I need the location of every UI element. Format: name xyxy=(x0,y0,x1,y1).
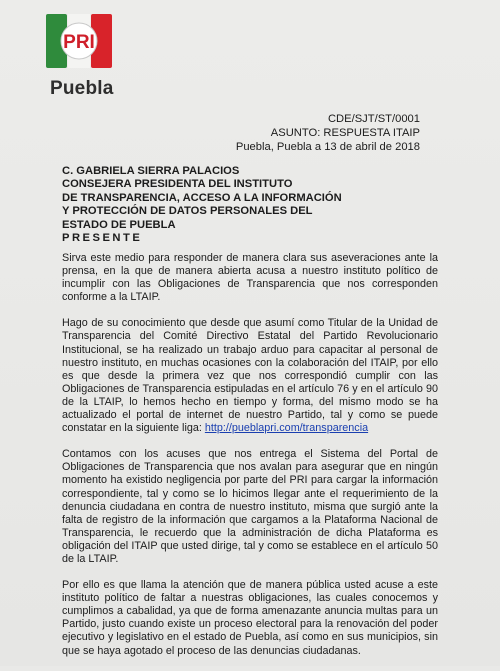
place-date: Puebla, Puebla a 13 de abril de 2018 xyxy=(235,141,420,153)
subject-line: ASUNTO: RESPUESTA ITAIP xyxy=(270,127,420,139)
logo-subtitle: Puebla xyxy=(50,78,114,99)
addressee-line: C. GABRIELA SIERRA PALACIOS xyxy=(62,165,240,177)
salutation-presente: PRESENTE xyxy=(62,232,143,245)
addressee-line: Y PROTECCIÓN DE DATOS PERSONALES DEL xyxy=(62,205,313,218)
paragraph-3: Contamos con los acuses que nos entrega el Sistema del Portal de Obligaciones de Transparencia que nos avalan para asegurar que en ningún momento ha existido negligencia por parte del PRI para cargar la información correspondiente, tal y como se lo hicimos llegar ante el requerimiento de la denuncia ciudadana en contra de nuestro instituto, misma que surgió ante la falta de registro de la información que cargamos a la Plataforma Nacional de Transparencia, le recuerdo que la administración de dicha Plataforma es obligación del ITAIP que usted dirige, tal y como se establece en el artículo 50 de la LTAIP. xyxy=(62,448,438,565)
paragraph-1: Sirva este medio para responder de manera clara sus aseveraciones ante la prensa, en la que de manera abierta acusa a nuestro instituto político de incumplir con las Obligaciones de Transparencia que nos corresponden conforme a la LTAIP. xyxy=(62,252,438,304)
paragraph-4: Por ello es que llama la atención que de manera pública usted acuse a este instituto político de faltar a nuestras obligaciones, las cuales conocemos y cumplimos a cabalidad, ya que de forma amenazante anuncia multas para un Partido, justo cuando existe un proceso electoral para la renovación del poder ejecutivo y legislativo en el estado de Puebla, así como en sus municipios, sin que se haya agotado el proceso de las denuncias ciudadanas. xyxy=(62,579,438,657)
letter-body xyxy=(62,252,438,671)
addressee-block xyxy=(62,165,432,245)
addressee-line: ESTADO DE PUEBLA xyxy=(62,218,176,231)
svg-text:PRI: PRI xyxy=(63,32,95,53)
paragraph-2 xyxy=(62,317,438,435)
letter-header xyxy=(236,112,420,154)
paragraph-2-text: Hago de su conocimiento que desde que asumí como Titular de la Unidad de Transparencia del Comité Directivo Estatal del Partido Revolucionario Institucional, se ha realizado un trabajo arduo para capacitar al personal de nuestro instituto, en muchas ocasiones con la colaboración del ITAIP, por ello es que desde la primera vez que nos correspondió cumplir con las Obligaciones de Transparencia estipuladas en el artículo 76 y en el artículo 90 de la LTAIP, lo hemos hecho en tiempo y forma, del mismo modo se ha actualizado el portal de internet de nuestro Partido, tal y como se puede constatar en la siguiente liga: xyxy=(62,317,438,435)
addressee-line: DE TRANSPARENCIA, ACCESO A LA INFORMACIÓN xyxy=(62,191,342,204)
reference-number: CDE/SJT/ST/0001 xyxy=(327,113,420,125)
transparency-link[interactable]: http://pueblapri.com/transparencia xyxy=(204,422,369,435)
pri-emblem-icon xyxy=(44,12,114,70)
addressee-line: CONSEJERA PRESIDENTA DEL INSTITUTO xyxy=(62,178,293,191)
